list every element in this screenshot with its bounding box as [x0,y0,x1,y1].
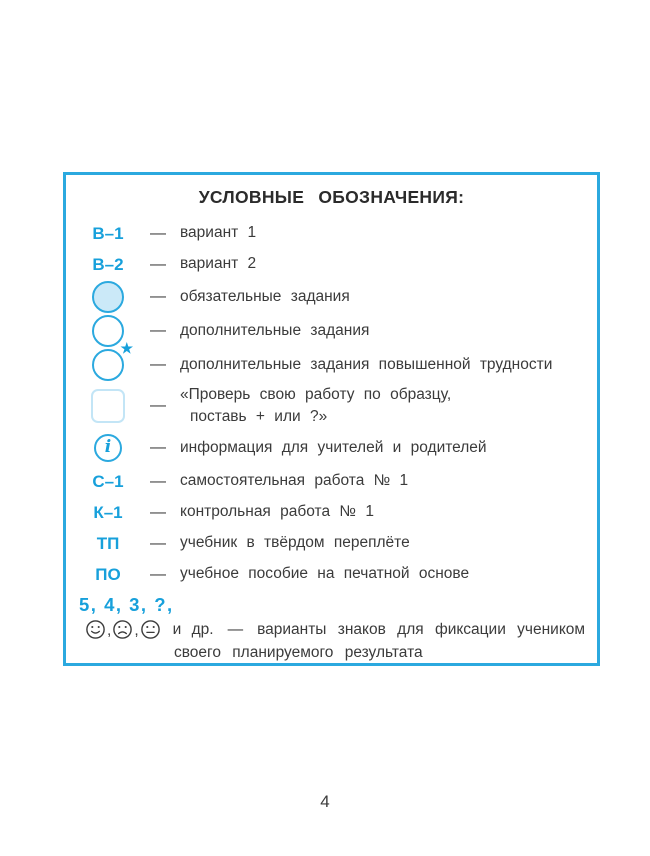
legend-row-variant-2 [66,249,597,280]
row-description: вариант 2 [180,255,257,273]
sad-face-icon [112,619,133,640]
row-description: вариант 1 [180,224,257,242]
row-description: самостоятельная работа № 1 [180,472,409,490]
dash: — [150,472,166,490]
page-number: 4 [320,792,330,811]
legend-row-variant-1 [66,218,597,249]
row-description: контрольная работа № 1 [180,503,374,521]
dash: — [227,620,244,638]
comma: , [107,622,112,639]
legend-row-result-marks [66,594,597,662]
symbol-k1: К–1 [93,502,123,522]
star-icon: ★ [120,340,133,356]
legend-row-control-work [66,497,597,528]
dash: — [150,565,166,583]
info-icon: i [94,434,122,462]
dash: — [150,503,166,521]
empty-circle-icon [92,315,124,347]
footer-symbols: 5, 4, 3, ?, [79,594,174,615]
symbol-v1: В–1 [92,223,124,243]
square-checkbox-icon [91,389,125,423]
filled-circle-icon [92,281,124,313]
dash: — [150,288,166,305]
legend-row-independent-work [66,466,597,497]
dash: — [150,397,166,414]
legend-box [63,172,600,666]
star-circle-icon [92,340,133,381]
footer-description-line1: варианты знаков для фиксации учеником [257,620,586,638]
legend-row-hardcover-textbook [66,528,597,559]
row-description [180,384,451,429]
comma: , [134,622,139,639]
legend-row-info [66,430,597,466]
symbol-v2: В–2 [92,254,124,274]
dash: — [150,322,166,339]
dash: — [150,224,166,242]
neutral-face-icon [140,619,161,640]
row-description: дополнительные задания повышенной трудности [180,355,553,373]
legend-row-printed-workbook [66,559,597,590]
row-description-line1: «Проверь свою работу по образцу, [180,385,452,403]
legend-rows [66,218,597,662]
footer-description-line2: своего планируемого результата [174,644,423,661]
legend-row-check-your-work [66,382,597,430]
dash: — [150,534,166,552]
legend-row-advanced-tasks [66,340,597,382]
row-description: дополнительные задания [180,321,370,339]
legend-row-additional-tasks [66,314,597,348]
row-description: учебное пособие на печатной основе [180,565,470,583]
row-description: обязательные задания [180,287,350,305]
smiley-face-icon [85,619,106,640]
legend-title: УСЛОВНЫЕ ОБОЗНАЧЕНИЯ: [198,187,465,207]
dash: — [150,356,166,373]
legend-row-mandatory-tasks [66,280,597,314]
faces-group [85,619,161,640]
symbol-tp: ТП [96,533,120,553]
symbol-po: ПО [95,564,121,584]
row-description-line2: поставь + или ?» [190,408,328,425]
row-description: учебник в твёрдом переплёте [180,534,410,552]
row-description: информация для учителей и родителей [180,438,487,456]
dash: — [150,255,166,273]
symbol-s1: С–1 [92,471,124,491]
and-others-text: и др. [172,620,214,638]
dash: — [150,439,166,456]
